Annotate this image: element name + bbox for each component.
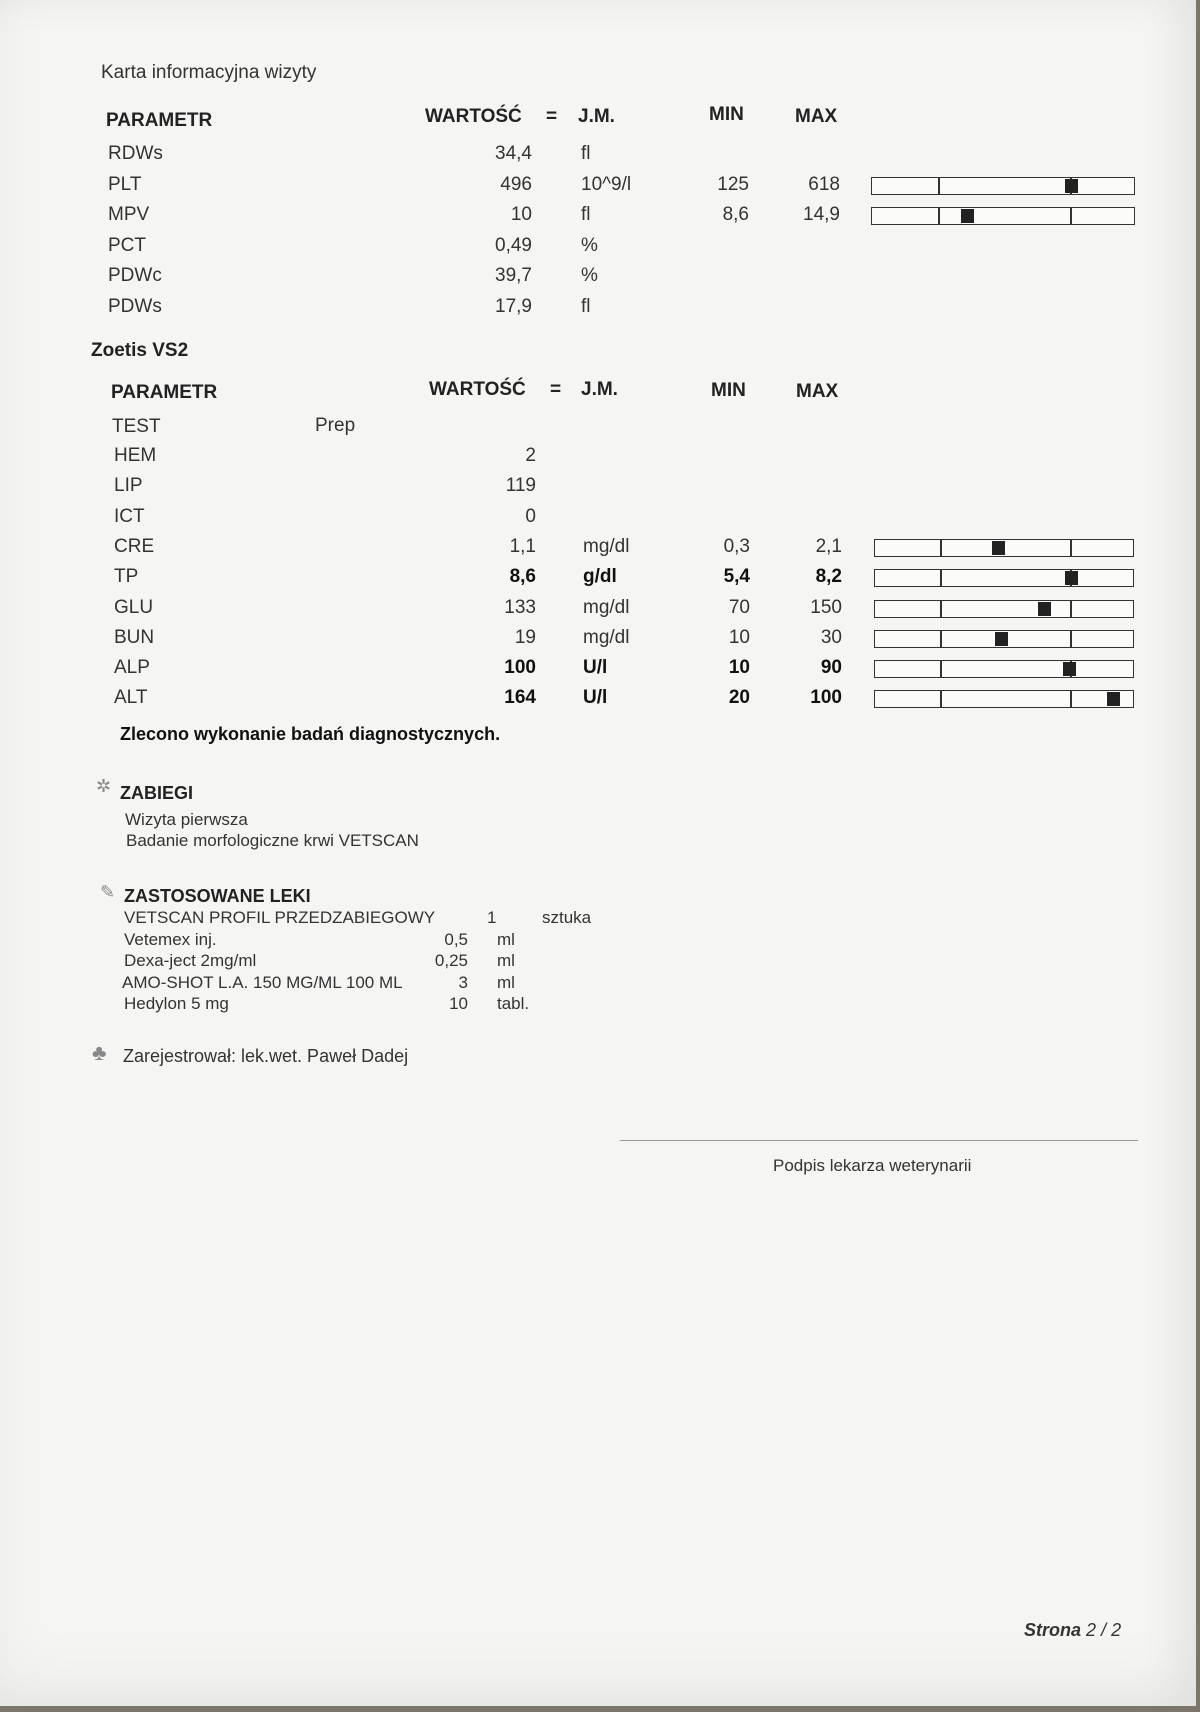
reference-range-bar <box>874 690 1134 708</box>
page-label: Strona <box>1024 1620 1082 1640</box>
range-bar-marker <box>1063 662 1076 676</box>
row-param: GLU <box>114 596 154 618</box>
syringe-icon: ✎ <box>100 882 116 902</box>
range-bar-tick <box>1070 631 1072 647</box>
range-bar-tick <box>938 208 940 224</box>
row-value: 17,9 <box>495 295 532 317</box>
row-min: 10 <box>728 626 750 648</box>
signature-line <box>620 1140 1138 1141</box>
diagnostics-note: Zlecono wykonanie badań diagnostycznych. <box>120 724 501 744</box>
t1-header-param: PARAMETR <box>106 110 213 131</box>
row-unit: U/l <box>583 687 608 709</box>
medication-qty: 3 <box>458 972 468 992</box>
procedures-title: ZABIEGI <box>120 783 194 803</box>
medication-qty: 0,25 <box>434 951 468 970</box>
t2-header-eq: = <box>550 379 562 400</box>
row-param: LIP <box>114 475 143 497</box>
registered-by: Zarejestrował: lek.wet. Paweł Dadej <box>123 1046 409 1066</box>
range-bar-tick <box>1070 601 1072 617</box>
t2-header-max: MAX <box>796 381 839 402</box>
range-bar-tick <box>1070 540 1072 556</box>
medication-name: Vetemex inj. <box>124 929 217 949</box>
row-param: ICT <box>114 505 145 527</box>
row-param: HEM <box>114 445 157 466</box>
t2-header-param: PARAMETR <box>111 382 218 403</box>
row-value: 496 <box>500 173 532 195</box>
row-min: 8,6 <box>722 204 749 225</box>
row-value: 34,4 <box>495 143 532 164</box>
medication-name: Hedylon 5 mg <box>124 994 229 1013</box>
signature-label: Podpis lekarza weterynarii <box>773 1156 972 1175</box>
reference-range-bar <box>871 207 1135 225</box>
procedures-icon: ✲ <box>96 776 112 796</box>
row-param: RDWs <box>108 143 163 164</box>
row-unit: g/dl <box>583 566 617 588</box>
row-value: 0,49 <box>495 234 532 256</box>
range-bar-marker <box>1038 602 1051 616</box>
page-number <box>1024 1620 1121 1641</box>
t2-header-unit: J.M. <box>581 379 618 400</box>
row-value: 8,6 <box>509 566 536 588</box>
range-bar-tick <box>940 661 942 677</box>
row-max: 90 <box>820 657 842 679</box>
page-total: 2 <box>1111 1620 1122 1640</box>
medication-unit: ml <box>497 951 515 970</box>
row-min: 10 <box>728 657 750 679</box>
t1-header-unit: J.M. <box>578 106 615 127</box>
range-bar-tick <box>940 540 942 556</box>
range-bar-marker <box>1107 692 1120 706</box>
range-bar-marker <box>1065 571 1078 585</box>
medication-qty: 0,5 <box>444 929 468 949</box>
row-unit: fl <box>581 295 591 317</box>
row-unit: mg/dl <box>583 596 630 618</box>
range-bar-marker <box>995 632 1008 646</box>
user-icon: ♣ <box>92 1040 107 1065</box>
row-max: 30 <box>820 626 842 648</box>
row-value: 100 <box>504 657 536 679</box>
t1-header-value: WARTOŚĆ <box>425 106 522 127</box>
row-value: 119 <box>505 475 536 497</box>
reference-range-bar <box>874 569 1134 587</box>
row-min: 70 <box>728 596 750 618</box>
row-value: 164 <box>504 687 536 709</box>
reference-range-bar <box>874 600 1134 618</box>
range-bar-tick <box>938 178 940 194</box>
procedure-item: Badanie morfologiczne krwi VETSCAN <box>126 831 419 850</box>
row-value: 0 <box>525 505 536 527</box>
range-bar-tick <box>940 631 942 647</box>
medications-title: ZASTOSOWANE LEKI <box>124 886 311 906</box>
row-value: 133 <box>504 596 536 618</box>
reference-range-bar <box>874 660 1134 678</box>
t2-test-label: TEST <box>112 416 161 437</box>
row-param: PDWs <box>108 295 162 317</box>
medication-unit: ml <box>497 972 515 992</box>
row-unit: 10^9/l <box>581 173 632 195</box>
row-param: PLT <box>108 173 142 195</box>
range-bar-tick <box>1070 691 1072 707</box>
range-bar-marker <box>1065 179 1078 193</box>
row-param: PDWc <box>108 265 162 286</box>
page-sep: / <box>1101 1620 1107 1640</box>
row-min: 5,4 <box>723 566 750 588</box>
row-min: 125 <box>717 173 749 195</box>
medication-name: VETSCAN PROFIL PRZEDZABIEGOWY <box>124 908 436 927</box>
medication-qty: 1 <box>487 908 497 927</box>
t2-header-min: MIN <box>711 380 746 401</box>
row-unit: % <box>581 234 598 256</box>
row-unit: fl <box>581 204 591 225</box>
medication-unit: sztuka <box>542 908 592 927</box>
row-value: 2 <box>525 445 536 466</box>
medication-name: Dexa-ject 2mg/ml <box>124 951 257 970</box>
range-bar-tick <box>1070 208 1072 224</box>
row-value: 19 <box>514 626 536 648</box>
t2-test-value: Prep <box>315 415 356 436</box>
row-max: 150 <box>810 596 842 618</box>
t2-header-value: WARTOŚĆ <box>429 379 526 400</box>
range-bar-marker <box>992 541 1005 555</box>
row-param: PCT <box>108 234 146 256</box>
reference-range-bar <box>874 630 1134 648</box>
range-bar-tick <box>940 601 942 617</box>
reference-range-bar <box>874 539 1134 557</box>
row-max: 8,2 <box>815 566 842 588</box>
page-current: 2 <box>1086 1620 1097 1640</box>
row-unit: % <box>581 265 598 286</box>
row-param: TP <box>114 566 139 588</box>
row-max: 618 <box>808 173 840 195</box>
row-unit: mg/dl <box>583 626 630 648</box>
range-bar-marker <box>961 209 974 223</box>
t1-header-eq: = <box>546 106 558 127</box>
row-max: 14,9 <box>803 204 840 225</box>
t1-header-max: MAX <box>795 106 838 127</box>
row-value: 1,1 <box>509 535 536 557</box>
medication-name: AMO-SHOT L.A. 150 MG/ML 100 ML <box>122 972 403 992</box>
document-title: Karta informacyjna wizyty <box>101 62 317 83</box>
row-max: 100 <box>810 687 842 709</box>
row-param: BUN <box>114 626 155 648</box>
row-max: 2,1 <box>815 535 842 557</box>
row-param: ALT <box>114 687 148 709</box>
row-value: 10 <box>510 204 532 225</box>
row-unit: fl <box>581 143 591 164</box>
row-param: ALP <box>114 657 150 679</box>
procedure-item: Wizyta pierwsza <box>125 810 248 829</box>
medication-unit: ml <box>497 929 515 949</box>
row-min: 20 <box>728 687 750 709</box>
row-unit: mg/dl <box>583 535 630 557</box>
medication-qty: 10 <box>449 994 468 1013</box>
row-param: CRE <box>114 535 155 557</box>
range-bar-tick <box>940 691 942 707</box>
reference-range-bar <box>871 177 1135 195</box>
t1-header-min: MIN <box>709 104 744 125</box>
row-min: 0,3 <box>723 535 750 557</box>
row-value: 39,7 <box>495 265 532 286</box>
medication-unit: tabl. <box>497 994 530 1013</box>
row-param: MPV <box>108 204 150 225</box>
section-title-zoetis: Zoetis VS2 <box>91 340 189 361</box>
range-bar-tick <box>940 570 942 586</box>
row-unit: U/l <box>583 657 608 679</box>
